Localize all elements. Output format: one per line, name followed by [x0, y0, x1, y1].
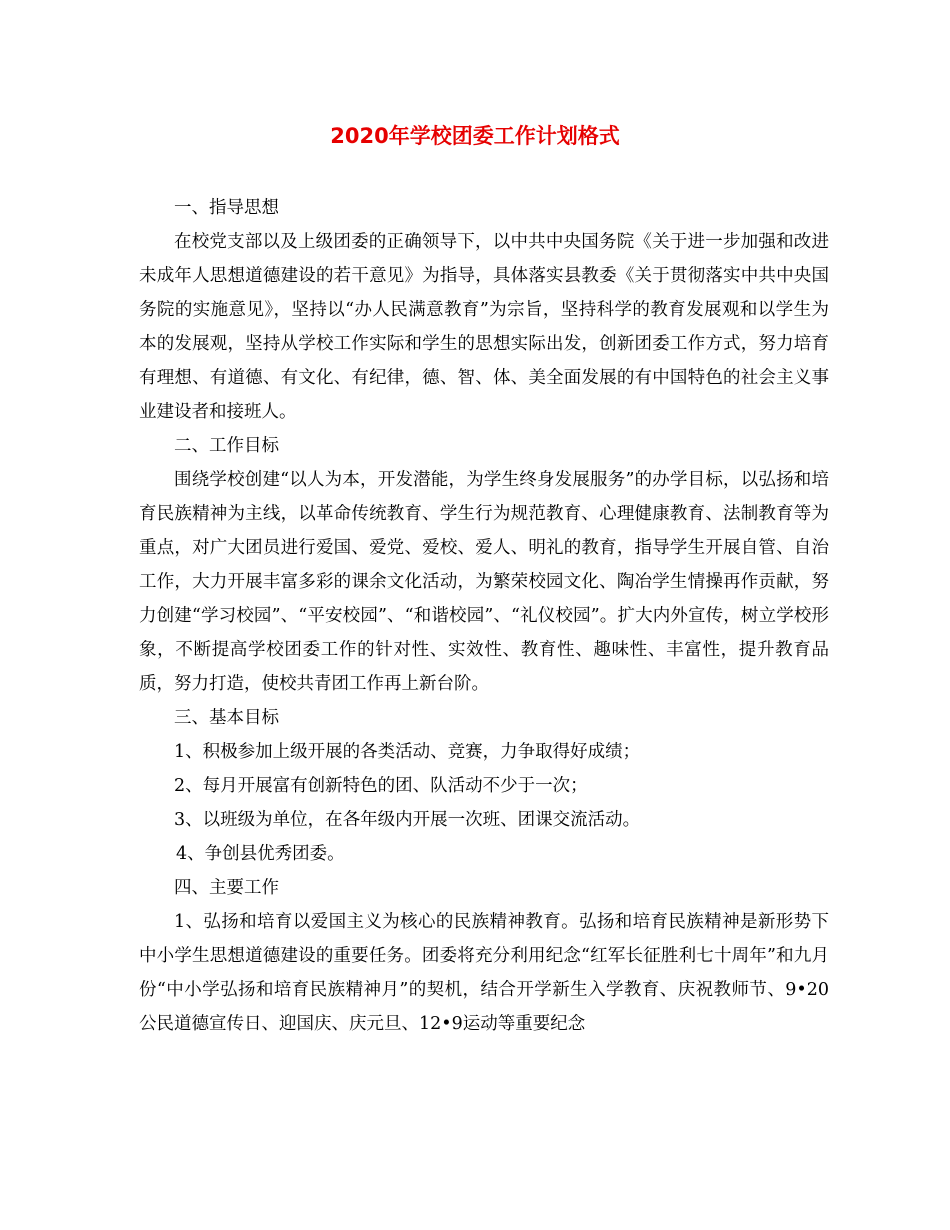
- list-item: 1、积极参加上级开展的各类活动、竞赛，力争取得好成绩；: [174, 742, 641, 762]
- paragraph-guiding-thought: 在校党支部以及上级团委的正确领导下，以中共中央国务院《关于进一步加强和改进未成年人思想道德建设的若干意见》为指导，具体落实县教委《关于贯彻落实中共中央国务院的实施意见》，坚持以“办人民满意教育”为宗旨，坚持科学的教育发展观和以学生为本的发展观，坚持从学校工作实际和学生的思想实际出发，创新团委工作方式，努力培育有理想、有道德、有文化、有纪律，德、智、体、美全面发展的有中国特色的社会主义事业建设者和接班人。: [139, 232, 829, 422]
- paragraph-main-work: 1、弘扬和培育以爱国主义为核心的民族精神教育。弘扬和培育民族精神是新形势下中小学生思想道德建设的重要任务。团委将充分利用纪念“红军长征胜利七十周年”和九月份“中小学弘扬和培育民族精神月”的契机，结合开学新生入学教育、庆祝教师节、9•20公民道德宣传日、迎国庆、庆元旦、12•9运动等重要纪念: [139, 912, 829, 1034]
- section-heading-basic-goals: 三、基本目标: [174, 708, 279, 728]
- list-item: 4、争创县优秀团委。: [176, 844, 345, 864]
- section-heading-work-goals: 二、工作目标: [174, 436, 279, 456]
- document-title: 2020年学校团委工作计划格式: [330, 124, 620, 148]
- section-heading-main-work: 四、主要工作: [174, 878, 279, 898]
- list-item: 2、每月开展富有创新特色的团、队活动不少于一次；: [174, 776, 588, 796]
- document-body: [139, 191, 829, 1041]
- paragraph-work-goals: 围绕学校创建“以人为本，开发潜能，为学生终身发展服务”的办学目标，以弘扬和培育民族精神为主线，以革命传统教育、学生行为规范教育、心理健康教育、法制教育等为重点，对广大团员进行爱国、爱党、爱校、爱人、明礼的教育，指导学生开展自管、自治工作，大力开展丰富多彩的课余文化活动，为繁荣校园文化、陶冶学生情操再作贡献，努力创建“学习校园”、“平安校园”、“和谐校园”、“礼仪校园”。扩大内外宣传，树立学校形象，不断提高学校团委工作的针对性、实效性、教育性、趣味性、丰富性，提升教育品质，努力打造，使校共青团工作再上新台阶。: [139, 470, 829, 694]
- section-heading-guiding-thought: 一、指导思想: [174, 198, 279, 218]
- list-item: 3、以班级为单位，在各年级内开展一次班、团课交流活动。: [174, 810, 641, 830]
